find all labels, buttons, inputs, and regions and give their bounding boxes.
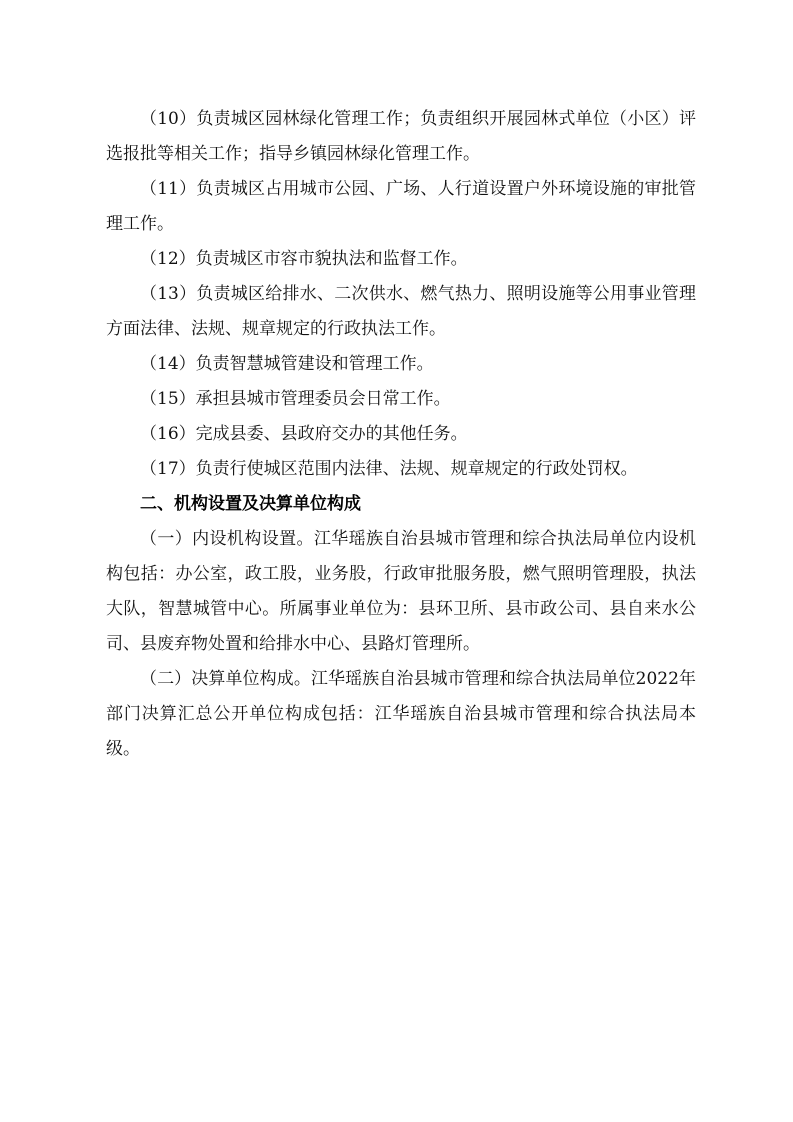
internal-structure-paragraph: （一）内设机构设置。江华瑶族自治县城市管理和综合执法局单位内设机构包括：办公室，政工股，业务股，行政审批服务股，燃气照明管理股，执法大队，智慧城管中心。所属事业单位为：县环卫所、县市政公司、县自来水公司、县废弃物处置和给排水中心、县路灯管理所。 bbox=[106, 529, 696, 654]
duty-item-13: （13）负责城区给排水、二次供水、燃气热力、照明设施等公用事业管理方面法律、法规、规章规定的行政执法工作。 bbox=[106, 284, 696, 339]
accounting-units-paragraph: （二）决算单位构成。江华瑶族自治县城市管理和综合执法局单位2022年部门决算汇总公开单位构成包括：江华瑶族自治县城市管理和综合执法局本级。 bbox=[106, 669, 696, 759]
duty-item-11: （11）负责城区占用城市公园、广场、人行道设置户外环境设施的审批管理工作。 bbox=[106, 179, 696, 234]
duty-item-14: （14）负责智慧城管建设和管理工作。 bbox=[140, 354, 434, 374]
duty-item-10: （10）负责城区园林绿化管理工作；负责组织开展园林式单位（小区）评选报批等相关工作；指导乡镇园林绿化管理工作。 bbox=[106, 109, 696, 164]
duty-item-15: （15）承担县城市管理委员会日常工作。 bbox=[140, 389, 451, 409]
duty-item-16: （16）完成县委、县政府交办的其他任务。 bbox=[140, 424, 468, 444]
document-body bbox=[106, 102, 696, 767]
duty-item-12: （12）负责城区市容市貌执法和监督工作。 bbox=[140, 249, 468, 269]
duty-item-17: （17）负责行使城区范围内法律、法规、规章规定的行政处罚权。 bbox=[140, 459, 638, 479]
section-heading: 二、机构设置及决算单位构成 bbox=[140, 494, 361, 514]
